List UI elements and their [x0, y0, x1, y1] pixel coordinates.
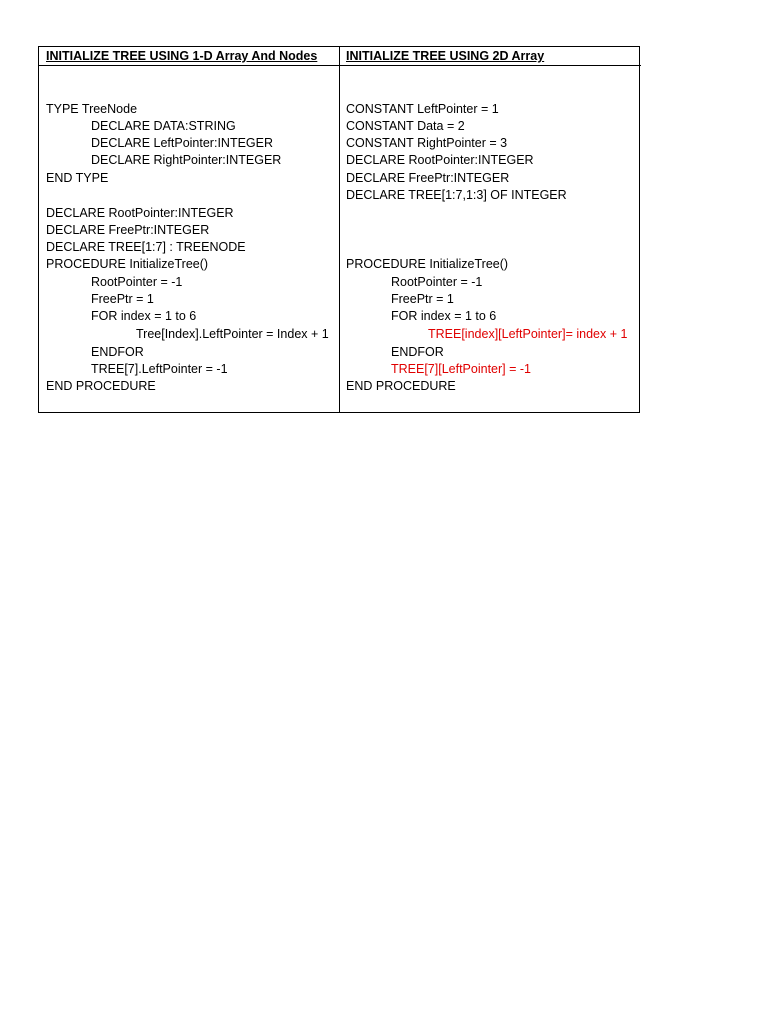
- left-code-line: Tree[Index].LeftPointer = Index + 1: [136, 327, 329, 341]
- left-code-line: END PROCEDURE: [46, 379, 156, 393]
- left-code-line: DECLARE TREE[1:7] : TREENODE: [46, 240, 246, 254]
- left-code-line: DECLARE RootPointer:INTEGER: [46, 206, 234, 220]
- right-code-line: RootPointer = -1: [391, 275, 483, 289]
- right-code-line: FOR index = 1 to 6: [391, 309, 497, 323]
- left-code-line: DECLARE RightPointer:INTEGER: [91, 153, 282, 167]
- left-code-line: FreePtr = 1: [91, 292, 154, 306]
- left-code-line: DECLARE FreePtr:INTEGER: [46, 223, 210, 237]
- right-code-line: CONSTANT RightPointer = 3: [346, 136, 508, 150]
- left-code-line: FOR index = 1 to 6: [91, 309, 197, 323]
- right-code-line-highlight: TREE[index][LeftPointer]= index + 1: [428, 327, 628, 341]
- left-code-line: TREE[7].LeftPointer = -1: [91, 362, 228, 376]
- right-code-line: CONSTANT LeftPointer = 1: [346, 102, 499, 116]
- left-code-line: DECLARE LeftPointer:INTEGER: [91, 136, 274, 150]
- right-code-line: END PROCEDURE: [346, 379, 456, 393]
- comparison-table: [38, 46, 640, 413]
- right-code-line: ENDFOR: [391, 345, 444, 359]
- right-code-line: DECLARE RootPointer:INTEGER: [346, 153, 534, 167]
- header-2d-array: INITIALIZE TREE USING 2D Array: [346, 49, 545, 63]
- right-code-line: DECLARE TREE[1:7,1:3] OF INTEGER: [346, 188, 567, 202]
- right-code-line: DECLARE FreePtr:INTEGER: [346, 171, 510, 185]
- left-code-line: PROCEDURE InitializeTree(): [46, 257, 209, 271]
- right-code-line: FreePtr = 1: [391, 292, 454, 306]
- right-code-line: PROCEDURE InitializeTree(): [346, 257, 509, 271]
- header-1d-array: INITIALIZE TREE USING 1-D Array And Nodes: [46, 49, 318, 63]
- right-code-line-highlight: TREE[7][LeftPointer] = -1: [391, 362, 531, 376]
- right-code-line: CONSTANT Data = 2: [346, 119, 465, 133]
- left-code-line: END TYPE: [46, 171, 109, 185]
- left-code-line: RootPointer = -1: [91, 275, 183, 289]
- left-code-line: TYPE TreeNode: [46, 102, 138, 116]
- left-code-line: DECLARE DATA:STRING: [91, 119, 236, 133]
- left-code-line: ENDFOR: [91, 345, 144, 359]
- header-row: [39, 47, 641, 66]
